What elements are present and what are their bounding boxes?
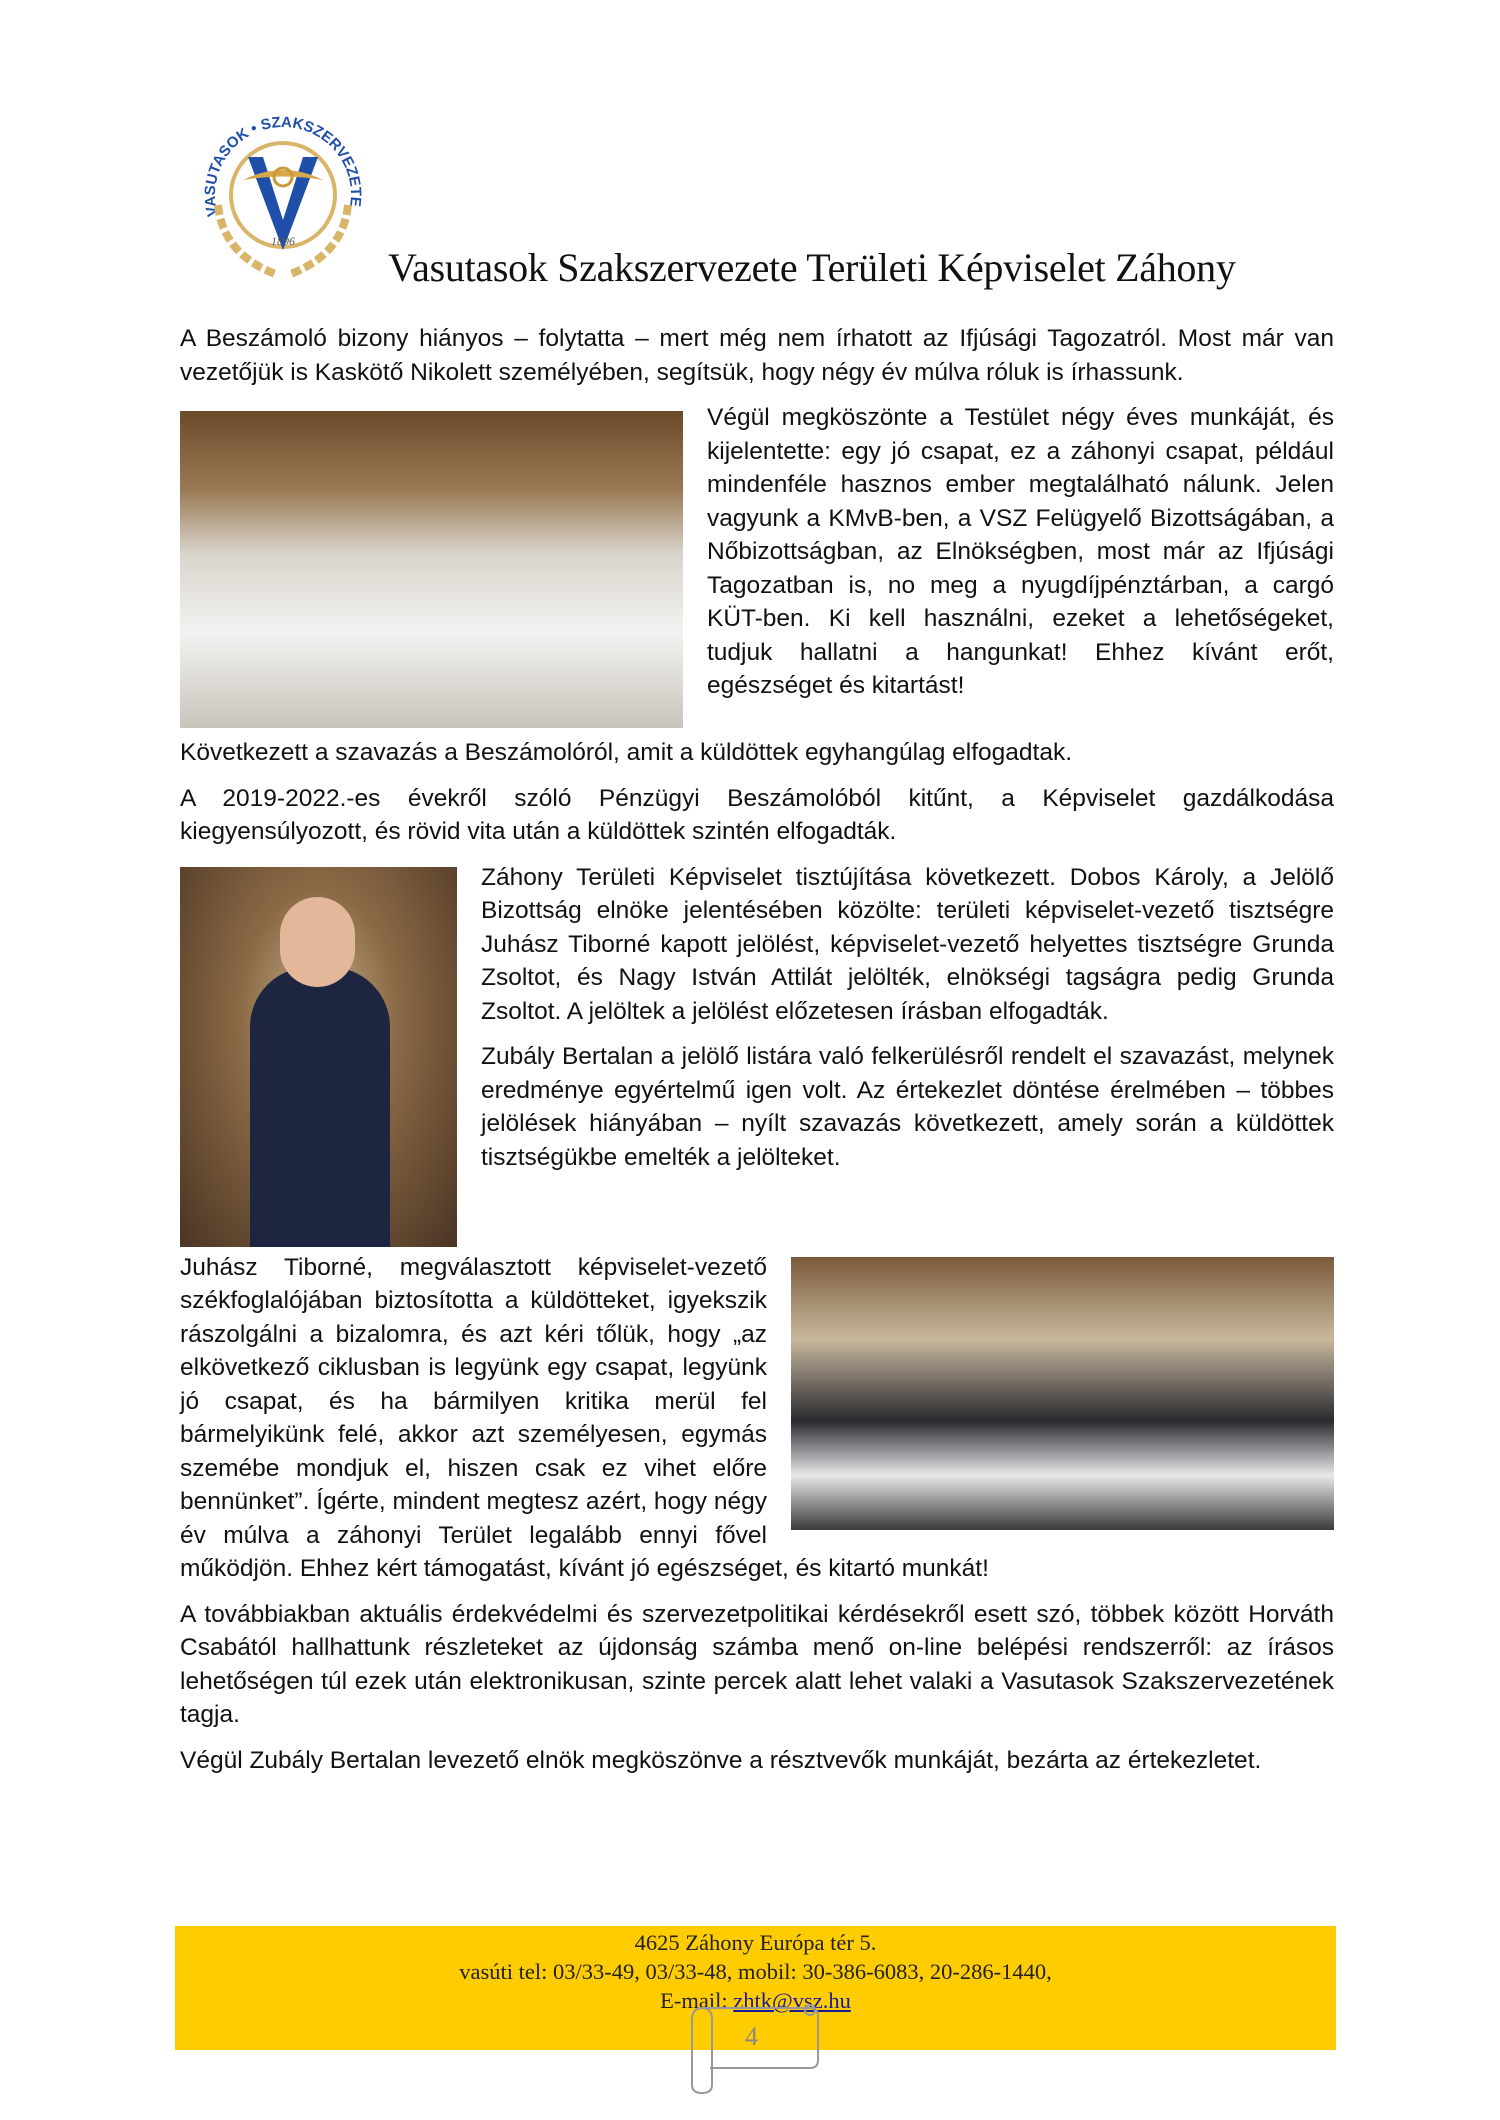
paragraph: Végül Zubály Bertalan levezető elnök megköszönve a résztvevők munkáját, bezárta az értekezletet. bbox=[180, 1746, 1262, 1774]
meeting-photo bbox=[180, 411, 683, 728]
email-link[interactable]: zhtk@vsz.hu bbox=[733, 1988, 851, 2013]
paragraph: A 2019-2022.-es évekről szóló Pénzügyi Beszámolóból kitűnt, a Képviselet gazdálkodása kiegyensúlyozott, és rövid vita után a küldöttek szintén elfogadták. bbox=[180, 784, 1334, 845]
paragraph: A Beszámoló bizony hiányos – folytatta – mert még nem írhatott az Ifjúsági Tagozatról. Most már van vezetőjük is Kaskötő Nikolett személyében, segítsük, hogy négy év múlva róluk is írhassunk. bbox=[180, 325, 1334, 386]
speaker-photo bbox=[180, 867, 457, 1247]
page-scroll-icon bbox=[690, 2000, 830, 2095]
footer-email-label: E-mail: bbox=[660, 1988, 734, 2013]
paragraph: Záhony Területi Képviselet tisztújítása következett. Dobos Károly, a Jelölő Bizottság elnöke jelentésében közölte: területi képviselet-vezető tisztségre Juhász Tiborné kapott jelölést, képviselet-vezető helyettes tisztségre Grunda Zsoltot, és Nagy István Attilát jelölték, elnökségi tagságra pedig Grunda Zsoltot. A jelöltek a jelölést előzetesen írásban elfogadták. bbox=[481, 863, 1334, 1025]
voting-photo bbox=[791, 1257, 1334, 1530]
footer-address: 4625 Záhony Európa tér 5. bbox=[634, 1930, 877, 1955]
paragraph: Következett a szavazás a Beszámolóról, amit a küldöttek egyhangúlag elfogadtak. bbox=[180, 739, 1073, 766]
page-title: Vasutasok Szakszervezete Területi Képviselet Záhony bbox=[388, 245, 1236, 290]
paragraph: Zubály Bertalan a jelölő listára való felkerülésről rendelt el szavazást, melynek eredménye egyértelmű igen volt. Az értekezlet döntése érelmében – többes jelölések hiányában – nyílt szavazás következett, amely során a küldöttek tisztségükbe emelték a jelölteket. bbox=[481, 1043, 1334, 1171]
footer-phones: vasúti tel: 03/33-49, 03/33-48, mobil: 30-386-6083, 20-286-1440, bbox=[459, 1959, 1052, 1984]
union-logo bbox=[188, 95, 378, 280]
svg-text:VASUTASOK • SZAKSZERVEZETE: VASUTASOK • SZAKSZERVEZETE bbox=[201, 113, 365, 219]
paragraph: Juhász Tiborné, megválasztott képviselet-vezető székfoglalójában biztosította a küldötteket, igyekszik rászolgálni a bizalomra, és azt kéri tőlük, hogy „az elkövetkező ciklusban is legyünk egy csapat, legyünk jó csapat, és ha bármilyen kritika merül fel bármelyikünk felé, akkor azt személyesen, egymás szemébe mondjuk el, hiszen csak ez vihet előre bennünket”. Ígérte, mindent megtesz azért, hogy négy év múlva a záhonyi Terület legalább ennyi fővel működjön. Ehhez kért támogatást, kívánt jó egészséget, és kitartó munkát! bbox=[180, 1253, 989, 1582]
page-number: 4 bbox=[745, 2022, 758, 2051]
article-body bbox=[180, 322, 1334, 1789]
paragraph: A továbbiakban aktuális érdekvédelmi és szervezetpolitikai kérdésekről esett szó, többek között Horváth Csabától hallhattunk részleteket az újdonság számba menő on-line belépési rendszerről: az írásos lehetőségen túl ezek után elektronikusan, szinte percek alatt lehet valaki a Vasutasok Szakszervezetének tagja. bbox=[180, 1600, 1334, 1728]
svg-text:1896: 1896 bbox=[271, 234, 295, 248]
paragraph: Végül megköszönte a Testület négy éves munkáját, és kijelentette: egy jó csapat, ez a záhonyi csapat, például mindenféle hasznos ember megtalálható nálunk. Jelen vagyunk a KMvB-ben, a VSZ Felügyelő Bizottságában, a Nőbizottságban, az Elnökségben, most már az Ifjúsági Tagozatban is, no meg a nyugdíjpénztárban, a cargó KÜT-ben. Ki kell használni, ezeket a lehetőségeket, tudjuk hallatni a hangunkat! Ehhez kívánt erőt, egészséget és kitartást! bbox=[707, 404, 1334, 699]
